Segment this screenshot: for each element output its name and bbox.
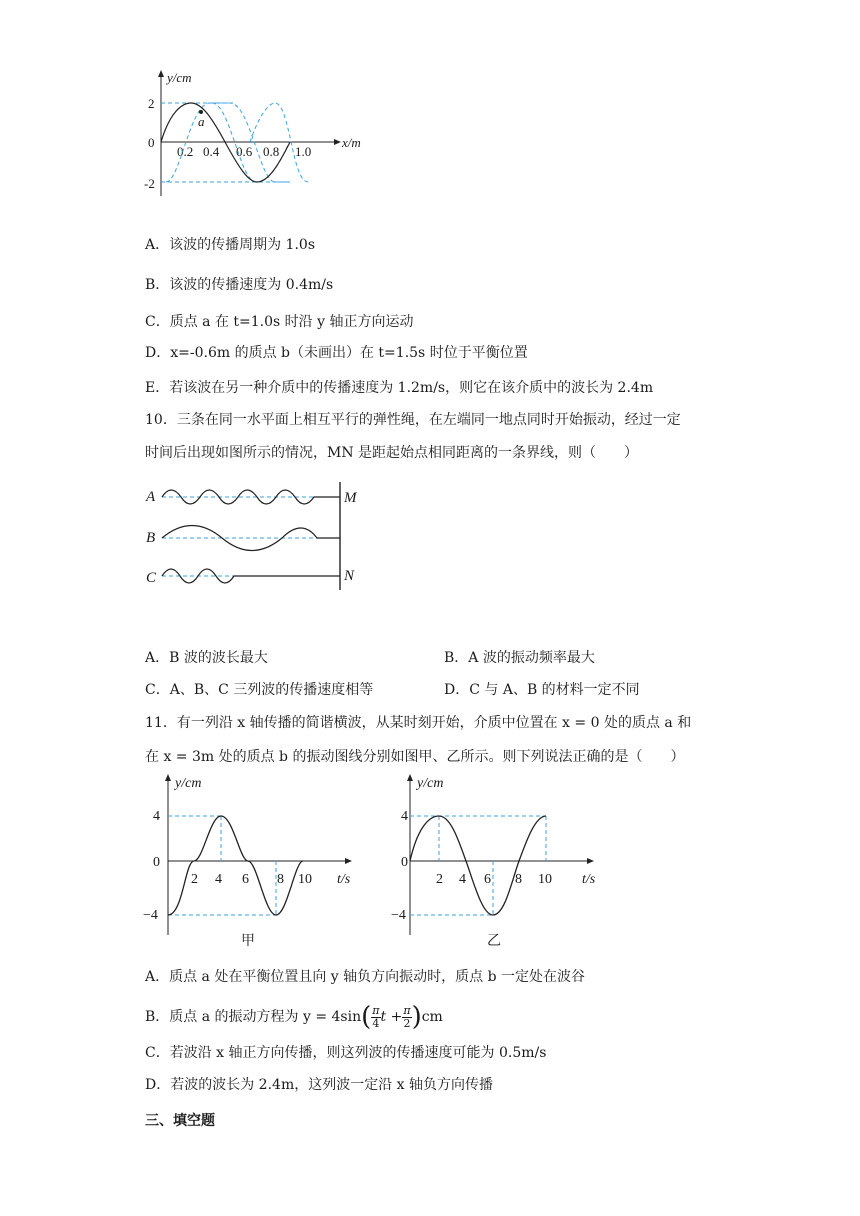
rope-a-wave xyxy=(162,490,340,504)
y-tick: −4 xyxy=(143,908,158,923)
graph-caption: 甲 xyxy=(241,934,255,949)
x-axis-label: t/s xyxy=(582,872,596,887)
x-tick: 0.2 xyxy=(177,144,194,159)
rope-label-a: A xyxy=(146,489,156,505)
rope-b-wave xyxy=(162,526,340,551)
rope-label-b: B xyxy=(146,530,156,546)
q11-option-c: C．若波沿 x 轴正方向传播，则这列波的传播速度可能为 0.5m/s xyxy=(145,1045,547,1061)
y-axis-arrow xyxy=(158,70,164,77)
q11-option-d: D．若波的波长为 2.4m，这列波一定沿 x 轴负方向传播 xyxy=(145,1077,494,1093)
q9-option-d: D．x=-0.6m 的质点 b（未画出）在 t=1.5s 时位于平衡位置 xyxy=(145,345,528,361)
y-axis-label: y/cm xyxy=(417,776,444,791)
x-tick: 1.0 xyxy=(295,144,312,159)
vibration-curve xyxy=(410,816,546,915)
rope-label-n: N xyxy=(344,568,355,584)
q10-option-a: A．B 波的波长最大 xyxy=(145,650,268,666)
q11-option-b-unit: cm xyxy=(421,1009,443,1025)
y-tick: 0 xyxy=(153,855,160,870)
y-tick: 2 xyxy=(148,96,155,111)
y-tick: −4 xyxy=(391,908,406,923)
x-axis-arrow xyxy=(587,858,594,864)
q9-option-c: C．质点 a 在 t=1.0s 时沿 y 轴正方向运动 xyxy=(145,314,414,330)
q10-option-c: C．A、B、C 三列波的传播速度相等 xyxy=(145,682,374,698)
x-axis-label: t/s xyxy=(337,872,351,887)
x-tick: 8 xyxy=(277,872,284,887)
q11-option-b xyxy=(145,1003,443,1033)
x-tick: 0.8 xyxy=(263,144,280,159)
x-axis-arrow xyxy=(334,139,341,145)
x-tick: 6 xyxy=(242,872,249,887)
q11-option-a: A．质点 a 处在平衡位置且向 y 轴负方向振动时，质点 b 一定处在波谷 xyxy=(145,969,586,985)
rope-c-wave xyxy=(162,569,340,583)
x-tick: 4 xyxy=(215,872,222,887)
fraction-denominator: 4 xyxy=(372,1016,380,1030)
y-tick: 0 xyxy=(148,135,155,150)
x-tick: 0.4 xyxy=(203,144,220,159)
y-axis-arrow xyxy=(165,774,171,781)
fraction-numerator: π xyxy=(403,1003,411,1017)
y-axis-label: y/cm xyxy=(175,776,202,791)
fraction-denominator: 2 xyxy=(403,1016,411,1030)
vibration-graph-jia xyxy=(145,770,385,950)
x-tick: 10 xyxy=(298,872,312,887)
q9-option-b: B．该波的传播速度为 0.4m/s xyxy=(145,277,334,293)
vibration-curve xyxy=(168,816,303,915)
q9-option-e: E．若该波在另一种介质中的传播速度为 1.2m/s，则它在该介质中的波长为 2.4m xyxy=(145,380,654,396)
x-tick: 2 xyxy=(436,872,443,887)
q10-stem-line2: 时间后出现如图所示的情况，MN 是距起始点相同距离的一条界线，则（ ） xyxy=(145,445,639,461)
x-tick: 4 xyxy=(459,872,466,887)
x-axis-arrow xyxy=(345,858,352,864)
vibration-graph-yi xyxy=(385,770,625,950)
x-tick: 2 xyxy=(191,872,198,887)
y-axis-arrow xyxy=(407,774,413,781)
left-paren: ( xyxy=(361,1002,372,1032)
y-tick: -2 xyxy=(144,176,155,191)
x-tick: 0.6 xyxy=(236,144,253,159)
q11-option-b-prefix: B．质点 a 的振动方程为 y = 4sin xyxy=(145,1009,362,1025)
x-tick: 6 xyxy=(484,872,491,887)
right-paren: ) xyxy=(411,1002,422,1032)
rope-label-c: C xyxy=(146,570,157,586)
y-tick: 4 xyxy=(401,809,408,824)
section-heading: 三、填空题 xyxy=(145,1113,215,1129)
q11-stem-line1: 11．有一列沿 x 轴传播的简谐横波，从某时刻开始，介质中位置在 x = 0 处的质点 a 和 xyxy=(145,715,692,731)
wave-figure xyxy=(140,68,380,198)
q10-stem-line1: 10．三条在同一水平面上相互平行的弹性绳，在左端同一地点同时开始振动，经过一定 xyxy=(145,412,681,428)
x-tick: 10 xyxy=(538,872,552,887)
x-axis-label: x/m xyxy=(342,135,361,150)
q11-stem-line2: 在 x = 3m 处的质点 b 的振动图线分别如图甲、乙所示。则下列说法正确的是（ ） xyxy=(145,749,685,765)
fraction-pi-over-4 xyxy=(371,1005,380,1030)
q10-option-d: D．C 与 A、B 的材料一定不同 xyxy=(444,682,640,698)
y-axis-label: y/cm xyxy=(167,70,192,85)
point-a-label: a xyxy=(198,114,205,129)
fraction-pi-over-2 xyxy=(402,1005,411,1030)
q9-option-a: A．该波的传播周期为 1.0s xyxy=(145,237,316,253)
y-tick: 0 xyxy=(401,855,408,870)
q11-option-b-mid: t + xyxy=(380,1009,403,1025)
fraction-numerator: π xyxy=(372,1003,380,1017)
q10-option-b: B．A 波的振动频率最大 xyxy=(444,650,595,666)
graph-caption: 乙 xyxy=(487,934,501,949)
rope-label-m: M xyxy=(344,490,357,506)
x-tick: 8 xyxy=(515,872,522,887)
rope-figure xyxy=(140,480,380,600)
y-tick: 4 xyxy=(153,809,160,824)
